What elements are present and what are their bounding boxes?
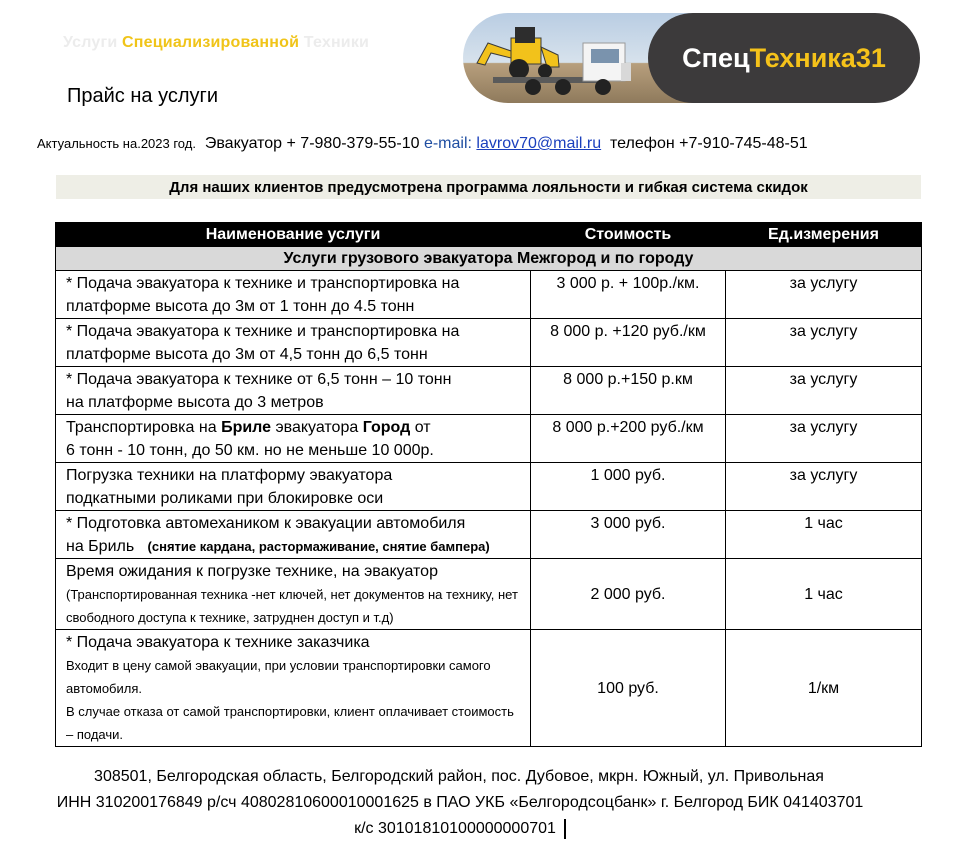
- header-unit: Ед.измерения: [726, 223, 922, 247]
- table-row: [56, 463, 922, 511]
- text-cursor: [564, 819, 566, 839]
- page-title: Прайс на услуги: [67, 85, 218, 107]
- loyalty-banner: Для наших клиентов предусмотрена программа лояльности и гибкая система скидок: [56, 175, 921, 199]
- table-row: [56, 559, 922, 630]
- service-name: Транспортировка на Бриле эвакуатора Город от 6 тонн - 10 тонн, до 50 км. но не меньше 10 000р.: [56, 415, 531, 463]
- service-name: Погрузка техники на платформу эвакуатора подкатными роликами при блокировке оси: [56, 463, 531, 511]
- service-name: * Подача эвакуатора к технике и транспортировка на платформе высота до 3м от 4,5 тонн до 6,5 тонн: [56, 319, 531, 367]
- footer-correspondent-account: к/с 30101810100000000701: [0, 816, 920, 842]
- email-link[interactable]: lavrov70@mail.ru: [476, 135, 602, 152]
- service-unit: 1/км: [726, 630, 922, 747]
- footer-bank-details: ИНН 310200176849 р/сч 40802810600010001625 в ПАО УКБ «Белгородсоцбанк» г. Белгород БИК 041403701: [56, 794, 864, 811]
- service-price: 8 000 р. +120 руб./км: [531, 319, 726, 367]
- table-row: [56, 415, 922, 463]
- service-price: 8 000 р.+150 р.км: [531, 367, 726, 415]
- service-price: 8 000 р.+200 руб./км: [531, 415, 726, 463]
- company-logo: Спец Техника31: [648, 13, 920, 103]
- service-unit: за услугу: [726, 319, 922, 367]
- service-name: * Подготовка автомехаником к эвакуации автомобиля на Бриль (снятие кардана, растормаживание, снятие бампера): [56, 511, 531, 559]
- header-service: Наименование услуги: [56, 223, 531, 247]
- table-row: [56, 271, 922, 319]
- service-price: 2 000 руб.: [531, 559, 726, 630]
- service-unit: за услугу: [726, 463, 922, 511]
- footer-address: 308501, Белгородская область, Белгородский район, пос. Дубовое, мкрн. Южный, ул. Привольная: [94, 768, 824, 785]
- service-price: 3 000 руб.: [531, 511, 726, 559]
- phone: телефон +7-910-745-48-51: [610, 135, 808, 152]
- section-row: [56, 247, 922, 271]
- actuality-note: Актуальность на.2023 год.: [37, 136, 196, 151]
- company-banner: [463, 13, 920, 103]
- table-row: [56, 630, 922, 747]
- price-table: [55, 222, 922, 747]
- service-unit: за услугу: [726, 367, 922, 415]
- service-name: * Подача эвакуатора к технике заказчика Входит в цену самой эвакуации, при условии транспортировки самого автомобиля. В случае отказа от самой транспортировки, клиент оплачивает стоимость – подачи.: [56, 630, 531, 747]
- service-unit: 1 час: [726, 559, 922, 630]
- section-title: Услуги грузового эвакуатора Межгород и по городу: [56, 247, 922, 271]
- service-unit: 1 час: [726, 511, 922, 559]
- email-label: e-mail:: [423, 135, 472, 152]
- service-price: 3 000 р. + 100р./км.: [531, 271, 726, 319]
- service-name: Время ожидания к погрузке технике, на эвакуатор (Транспортированная техника -нет ключей, нет документов на технику, нет свободного доступа к технике, затруднен доступ и т.д): [56, 559, 531, 630]
- table-row: [56, 367, 922, 415]
- header-price: Стоимость: [531, 223, 726, 247]
- service-unit: за услугу: [726, 415, 922, 463]
- table-header-row: [56, 223, 922, 247]
- tow-phone: Эвакуатор + 7-980-379-55-10: [204, 135, 420, 152]
- service-name: * Подача эвакуатора к технике и транспортировка на платформе высота до 3м от 1 тонн до 4.5 тонн: [56, 271, 531, 319]
- service-unit: за услугу: [726, 271, 922, 319]
- service-price: 1 000 руб.: [531, 463, 726, 511]
- service-name: * Подача эвакуатора к технике от 6,5 тонн – 10 тонн на платформе высота до 3 метров: [56, 367, 531, 415]
- service-price: 100 руб.: [531, 630, 726, 747]
- company-footer: [0, 764, 920, 842]
- contacts-line: [37, 135, 808, 153]
- table-row: [56, 319, 922, 367]
- tagline: Услуги Специализированной Техники: [63, 34, 370, 51]
- table-row: [56, 511, 922, 559]
